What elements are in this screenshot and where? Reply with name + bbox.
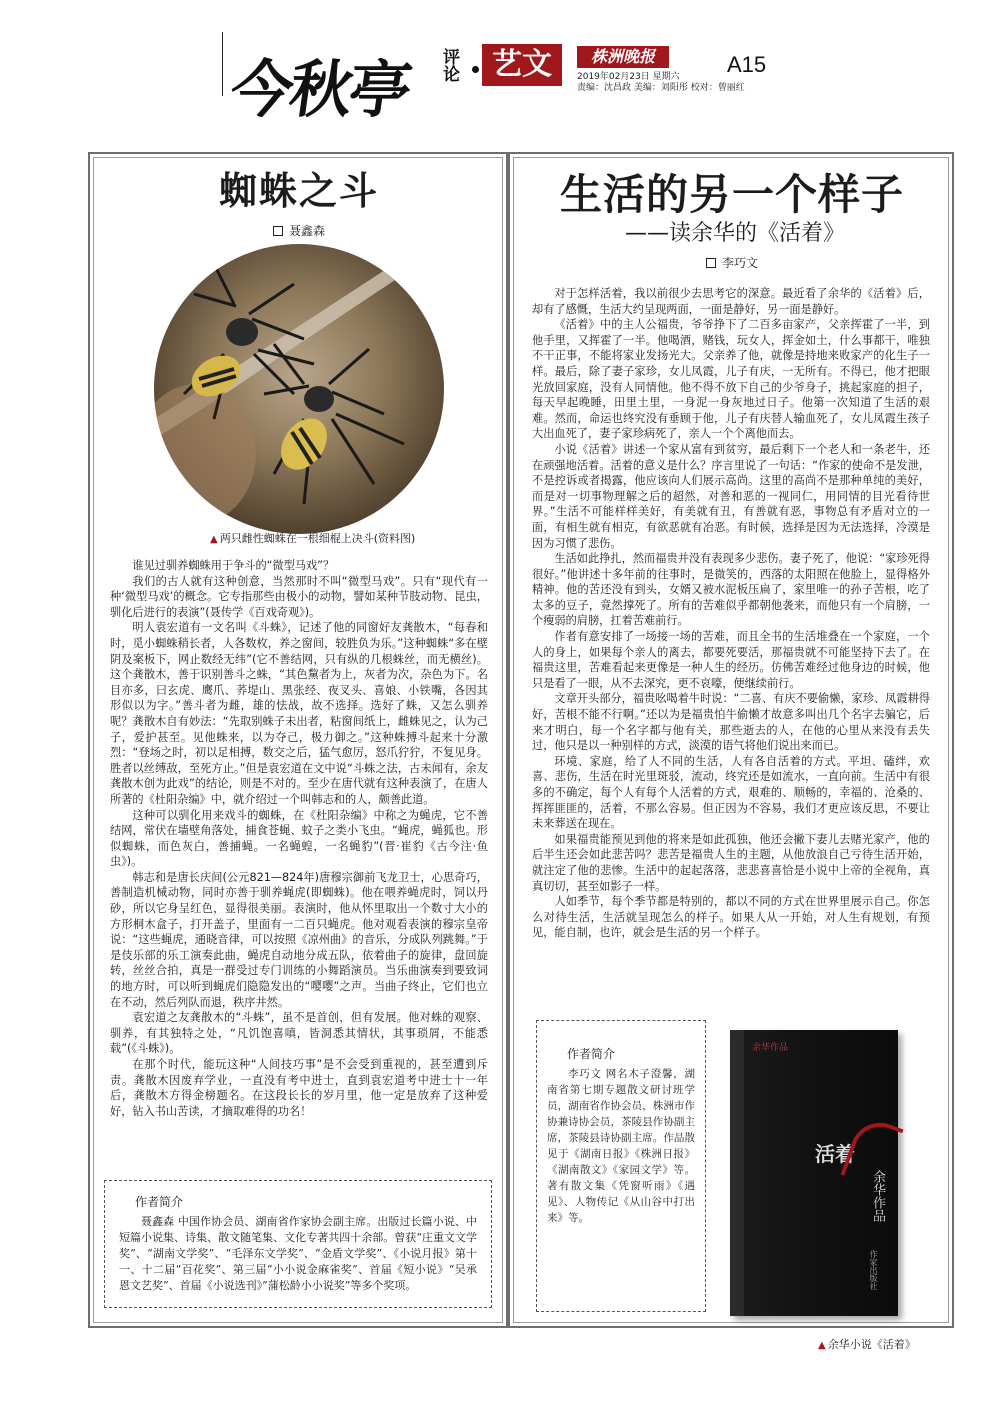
right-paragraph: 文章开头部分，福贵吆喝着牛时说：“二喜、有庆不要偷懒，家珍、凤霞耕得好，苦根不能不行啊。”还以为是福贵怕牛偷懒才故意多叫出几个名字去骗它，后来才明白，每一个名字都与他有关，那些逝去的人，在他的心里从来没有丢失过，他只是以一种别样的方式，淡漠的语气将他们说出来而已。 <box>532 692 930 753</box>
page-number: A15 <box>727 52 767 77</box>
book-caption <box>818 1336 948 1352</box>
left-paragraph: 在那个时代，能玩这种“人间技巧事”是不会受到重视的，甚至遭到斥责。龚散木因废弃学业，一直没有考中进士，直到袁宏道考中进士十一年后，龚散木方得金榜题名。在这段长长的岁月里，他一定是放弃了这种爱好，钻入书山苦读，才摘取难得的功名！ <box>110 1058 488 1118</box>
book-caption-text: 余华小说《活着》 <box>827 1338 916 1351</box>
left-article-title: 蜘蛛之斗 <box>218 168 379 213</box>
right-article-author: 李巧文 <box>721 256 758 270</box>
newspaper-logo: 株洲晚报 <box>577 46 669 68</box>
right-article-title: 生活的另一个样子 <box>559 170 904 219</box>
book-author-line: 余华作品 <box>870 1170 885 1222</box>
left-author-bio: 聂鑫森 中国作协会员、湖南省作家协会副主席。出版过长篇小说、中短篇小说集、诗集、散文随笔集、文化专著共四十余部。曾获“庄重文文学奖”、“湖南文学奖”、“毛泽东文学奖”、“金盾文学奖”、《小说月报》第十一、十二届“百花奖”、第三届“小小说金麻雀奖”、首届《短小说》“吴承恩文艺奖”、首届《小说选刊》”蒲松龄小小说奖”等多个奖项。 <box>119 1215 477 1292</box>
photo-caption-text: 两只雌性蜘蛛在一根细棍上决斗(资料图) <box>219 532 416 545</box>
left-paragraph: 袁宏道之友龚散木的“斗蛛”，虽不是首创，但有发展。他对蛛的观察、驯养，有其独特之处，“凡饥饱喜嗔，皆洞悉其情状，其事琐屑，不能悉载”(《斗蛛》)。 <box>110 1011 488 1056</box>
right-article-byline <box>512 254 952 271</box>
right-author-box-title: 作者简介 <box>567 1047 616 1061</box>
issue-date: 2019年02月23日 星期六 <box>577 72 680 82</box>
spider-illustration <box>154 244 444 534</box>
left-paragraph: 明人袁宏道有一文名叫《斗蛛》，记述了他的同窗好友龚散木，“每春和时，觅小蜘蛛稍长者，人各数枚，养之窗间，较胜负为乐。”这种蜘蛛“多在壁阴及案板下，网止数经无纬”(它不善结网，只有纵的几根蛛丝，而无横丝)。这个龚散木，善于识别善斗之蛛，“其色黧者为上，灰者为次，杂色为下。名目亦多，曰玄虎、鹰爪、荞堤山、黑张经、夜叉头、喜娘、小铁嘴，各因其形似以为字。”善斗者为雌，雄的怯战，故不选择。选好了蛛，又怎么驯养呢？龚散木自有妙法：“先取别蛛子未出者，粘窗间纸上，雌蛛见之，认为己子，爱护甚至。见他蛛来，以为夺己，极力御之。”这种蛛搏斗起来十分激烈：“登场之时，初以足相搏，数交之后，猛气愈厉，怒爪狞狞，不复见身。胜者以丝缚敌，至死方止。”但是袁宏道在文中说“斗蛛之法，古未闻有，余友龚散木创为此戏”的结论，则是不对的。至少在唐代就有这种表演了，在唐人所著的《杜阳杂编》中，就介绍过一个叫韩志和的人，颇善此道。 <box>110 621 488 806</box>
right-paragraph: 人如季节，每个季节都是特别的，都以不同的方式在世界里展示自己。你怎么对待生活，生活就呈现怎么的样子。如果人从一开始，对人生有规划，有预见，能自制，也许，就会是生活的另一个样子。 <box>532 895 930 940</box>
left-paragraph: 这种可以驯化用来戏斗的蜘蛛，在《杜阳杂编》中称之为蝇虎，它不善结网，常伏在墙壁角落处，捕食苍蝇、蚊子之类小飞虫。“蝇虎，蝇狐也。形似蜘蛛，而色灰白，善捕蝇。一名蝇蝗，一名蝇豹”(晋·崔豹《古今注·鱼虫》)。 <box>110 808 488 869</box>
right-paragraph: 如果福贵能预见到他的将来是如此孤独，他还会撇下妻儿去赌光家产，他的后半生还会如此悲苦吗？悲苦是福贵人生的主题，从他放浪自己亏待生活开始，就注定了他的悲惨。生活中的起起落落，悲悲喜喜恰是小说中上帝的全视角，真真切切，甚至如影子一样。 <box>532 832 930 893</box>
right-paragraph: 对于怎样活着，我以前很少去思考它的深意。最近看了余华的《活着》后，却有了感慨，生活大约呈现两面，一面是静好，另一面是静好。 <box>532 287 930 316</box>
right-author-bio: 李巧文 网名木子澄馨，湖南省第七期专题散文研讨班学员，湖南省作协会员，株洲市作协兼诗协会员，茶陵县作协副主席，茶陵县诗协副主席。作品散见于《湖南日报》《株洲日报》《湖南散文》《家园文学》等。著有散文集《凭窗听雨》《遇见》、人物传记《从山谷中打出来》等。 <box>547 1068 695 1224</box>
right-author-box <box>536 1020 706 1312</box>
masthead-calligraphy-subtitle: 评论 <box>439 48 459 82</box>
book-cover-title: 活着 <box>815 1142 855 1166</box>
byline-box-icon <box>706 258 716 268</box>
left-author-box-title: 作者简介 <box>135 1195 184 1209</box>
left-paragraph: 我们的古人就有这种创意，当然那时不叫“微型马戏”。只有“现代有一种‘微型马戏’的概念。它专指那些由极小的动物，譬如某种节肢动物、昆虫，驯化后进行的表演”(聂传学《百戏奇观》)。 <box>110 574 488 619</box>
right-paragraph: 小说《活着》讲述一个家从富有到贫穷，最后剩下一个老人和一条老牛，还在顽强地活着。活着的意义是什么？序言里说了一句话：“作家的使命不是发泄，不是控诉或者揭露，他应该向人们展示高尚。这里的高尚不是那种单纯的美好，而是对一切事物理解之后的超然，对善和恶的一视同仁，用同情的目光看待世界。”生活不可能样样美好，有美就有丑，有善就有恶，事物总有矛盾对立的一面，有相生就有相克，有欲恶就有冶恶。有时候，选择是因为无法选择，冷漠是因为习惯了悲伤。 <box>532 442 930 550</box>
left-article-byline <box>96 222 502 239</box>
right-article-body <box>532 286 930 941</box>
left-paragraph: 谁见过驯养蜘蛛用于争斗的“微型马戏”？ <box>132 559 335 572</box>
photo-caption <box>210 530 510 546</box>
masthead-rule <box>222 32 223 96</box>
masthead-dot <box>472 66 479 73</box>
left-paragraph: 韩志和是唐长庆间(公元821—824年)唐穆宗御前飞龙卫士，心思奇巧，善制造机械动物，同时亦善于驯养蝇虎(即蜘蛛)。他在喂养蝇虎时，饲以丹砂，所以它身呈红色，显得很美丽。表演时，他从怀里取出一个数寸大小的方形桐木盒子，打开盖子，里面有一二百只蝇虎。他对观看表演的穆宗皇帝说：“这些蝇虎，通晓音律，可以按照《凉州曲》的音乐，分成队列跳舞。”于是伎乐部的乐工演奏此曲，蝇虎自动地分成五队，依着曲子的旋律，盘回旋转，丝丝合拍，真是一群受过专门训练的小舞蹈演员。当乐曲演奏到要致词的地方时，可以听到蝇虎们隐隐发出的“嘤嘤”之声。当曲子终止，它们也立在不动，然后列队而退，秩序井然。 <box>110 870 488 1009</box>
section-label: 艺文 <box>482 44 562 86</box>
caption-triangle-icon: ▲ <box>818 1340 826 1351</box>
right-paragraph: 作者有意安排了一场接一场的苦难，而且全书的生活堆叠在一个家庭，一个人的身上，如果每个亲人的离去，都要死要活，那福贵就不可能坚持下去了。在福贵这里，苦难看起来更像是一种人生的经历。仿佛苦难经过他身边的时候，他只是看了一眼，从不去深究，更不哀嚎，便继续前行。 <box>532 630 930 690</box>
byline-box-icon <box>273 226 283 236</box>
spider-photo <box>154 244 444 534</box>
left-article-body <box>110 558 488 1119</box>
caption-triangle-icon: ▲ <box>210 534 218 545</box>
book-spine <box>730 1030 744 1316</box>
editor-credits: 责编：沈昌政 美编：刘阳彤 校对：曾丽红 <box>577 83 745 93</box>
masthead-calligraphy-title: 今秋亭 <box>226 53 414 126</box>
book-publisher: 作家出版社 <box>869 1250 878 1290</box>
right-article-subtitle: ——读余华的《活着》 <box>624 221 845 246</box>
right-paragraph: 环境、家庭，给了人不同的生活，人有各自活着的方式。平坦、磕绊，欢喜、悲伤，生活在时光里斑驳，流动，终究还是如流水，一直向前。生活中有很多的不确定，每个人有每个人活着的方式，艰难的、顺畅的，幸福的、沧桑的、挥挥匪匪的，活着，不那么容易。但正因为不容易，我们才更应该反思，不要让未来葬送在现在。 <box>532 754 930 831</box>
left-article-author: 聂鑫森 <box>288 224 325 238</box>
book-series-label: 余华作品 <box>752 1043 789 1053</box>
right-paragraph: 生活如此挣扎，然而福贵并没有表现多少悲伤。妻子死了，他说：“家珍死得很好。”他讲述十多年前的往事时，是微笑的，西落的太阳照在他脸上，显得格外精神。他的苦还没有到头，女婿又被水泥板压扁了，家里唯一的孙子苦根，吃了太多的豆子，竟然撑死了。所有的苦难似乎都朝他袭来，而他只有一个肩膀，一个瘦弱的肩膀，扛着苦难前行。 <box>532 552 930 628</box>
right-paragraph: 《活着》中的主人公福贵，爷爷挣下了二百多亩家产，父亲挥霍了一半，到他手里，又挥霍了一半。他喝酒，赌钱，玩女人，挥金如土，什么事都干，唯独不干正事，不能将家业发扬光大。父亲养了他，就像是持地来败家产的化生子一样。最后，除了妻子家珍，女儿凤霞，儿子有庆，一无所有。不得已，他才把眼光放回家庭，没有人同情他。他不得不放下自己的少爷身子，挑起家庭的担子，每天早起晚睡，田里土里，一身泥一身灰地过日子。他第一次知道了生活的艰难。然而，命运也终究没有垂顾于他，儿子有庆替人输血死了，女儿凤霞生孩子大出血死了，妻子家珍病死了，亲人一个个离他而去。 <box>532 318 930 441</box>
left-author-box <box>104 1180 492 1308</box>
